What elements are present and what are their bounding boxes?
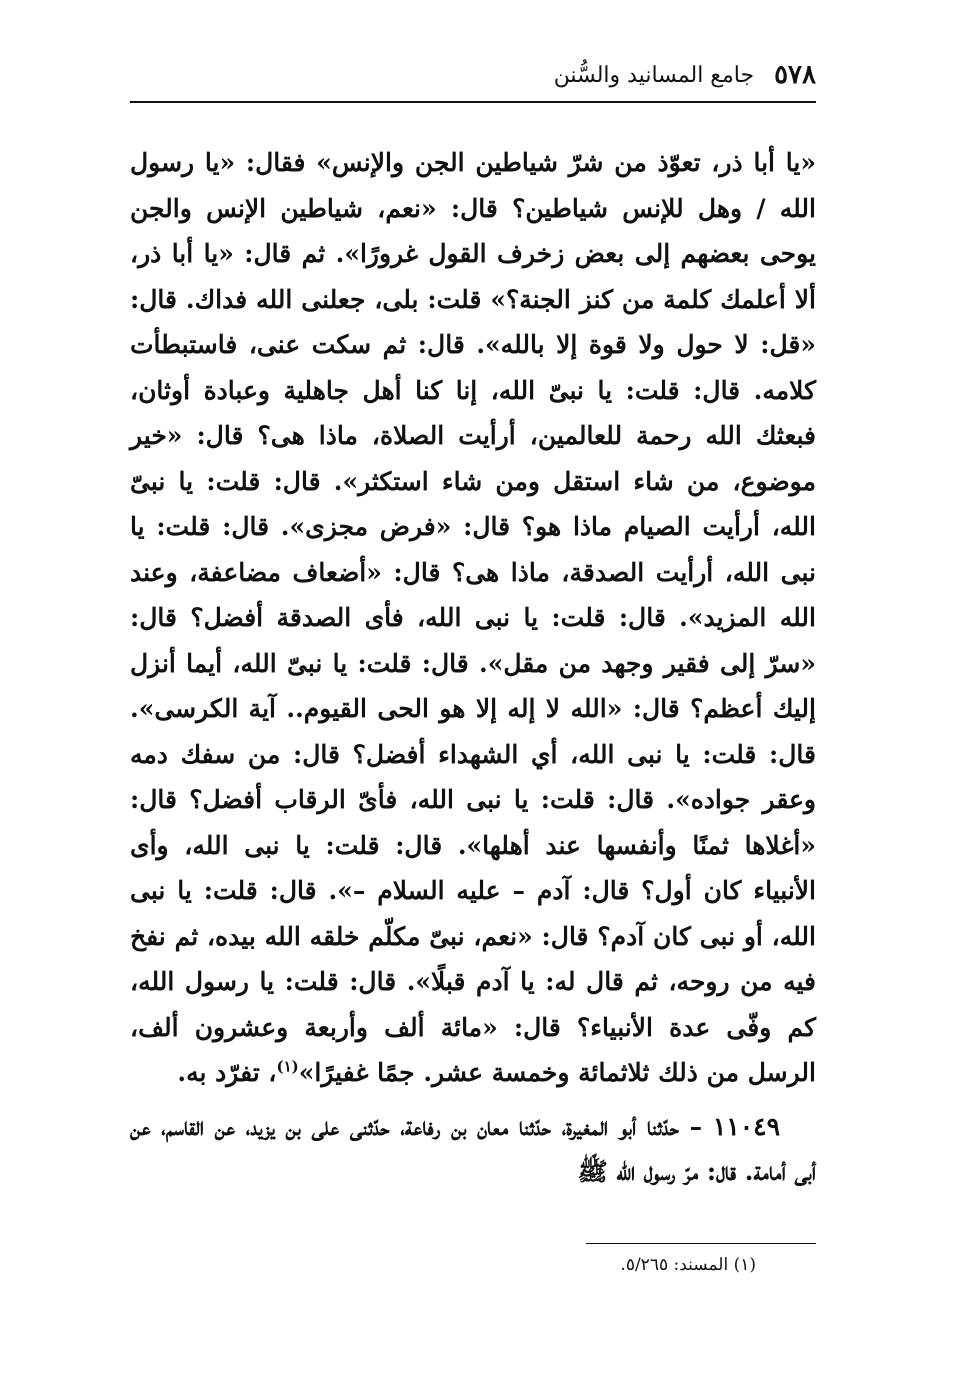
page-header (130, 55, 816, 95)
header-divider (130, 101, 816, 103)
footnote-reference: (١) (276, 1057, 299, 1076)
running-title: جامع المسانيد والسُّنن (553, 62, 755, 88)
hadith-text-end: ، تفرّد به. (177, 1058, 277, 1087)
hadith-text: «يا أبا ذر، تعوّذ من شرّ شياطين الجن والإنس» فقال: «يا رسول الله / وهل للإنس شياطين؟ قال: «نعم، شياطين الإنس والجن يوحى بعضهم إلى بعض زخرف القول غرورًا». ثم قال: «يا أبا ذر، ألا أعلمك كلمة من كنز الجنة؟» قلت: بلى، جعلنى الله فداك. قال: «قل: لا حول ولا قوة إلا بالله». قال: ثم سكت عنى، فاستبطأت كلامه. قال: قلت: يا نبىّ الله، إنا كنا أهل جاهلية وعبادة أوثان، فبعثك الله رحمة للعالمين، أرأيت الصلاة، ماذا هى؟ قال: «خير موضوع، من شاء استقل ومن شاء استكثر». قال: قلت: يا نبىّ الله، أرأيت الصيام ماذا هو؟ قال: «فرض مجزى». قال: قلت: يا نبى الله، أرأيت الصدقة، ماذا هى؟ قال: «أضعاف مضاعفة، وعند الله المزيد». قال: قلت: يا نبى الله، فأى الصدقة أفضل؟ قال: «سرّ إلى فقير وجهد من مقل». قال: قلت: يا نبىّ الله، أيما أنزل إليك أعظم؟ قال: «الله لا إله إلا هو الحى القيوم.. آية الكرسى». قال: قلت: يا نبى الله، أي الشهداء أفضل؟ قال: من سفك دمه وعقر جواده». قال: قلت: يا نبى الله، فأىّ الرقاب أفضل؟ قال: «أغلاها ثمنًا وأنفسها عند أهلها». قال: قلت: يا نبى الله، وأى الأنبياء كان أول؟ قال: آدم – عليه السلام –». قال: قلت: يا نبى الله، أو نبى كان آدم؟ قال: «نعم، نبىّ مكلّم خلقه الله بيده، ثم نفخ فيه من روحه، ثم قال له: يا آدم قبلًا». قال: قلت: يا رسول الله، كم وفّى عدة الأنبياء؟ قال: «مائة ألف وأربعة وعشرون ألف، الرسل من ذلك ثلاثمائة وخمسة عشر. جمًا غفيرًا» (130, 148, 816, 1087)
hadith-paragraph (130, 140, 816, 1096)
footnote-divider (586, 1243, 816, 1244)
footnote: (١) المسند: ٥/٢٦٥. (620, 1255, 756, 1275)
hadith-paragraph-next: ١١٠٤٩ – حدّثنا أبو المغيرة، حدّثنا معان بن رفاعة، حدّثنى على بن يزيد، عن القاسم، عن أبى أمامة. قال: مرّ رسول الله ﷺ (130, 1111, 816, 1186)
main-text (130, 140, 816, 1195)
page-number: ٥٧٨ (774, 60, 816, 90)
